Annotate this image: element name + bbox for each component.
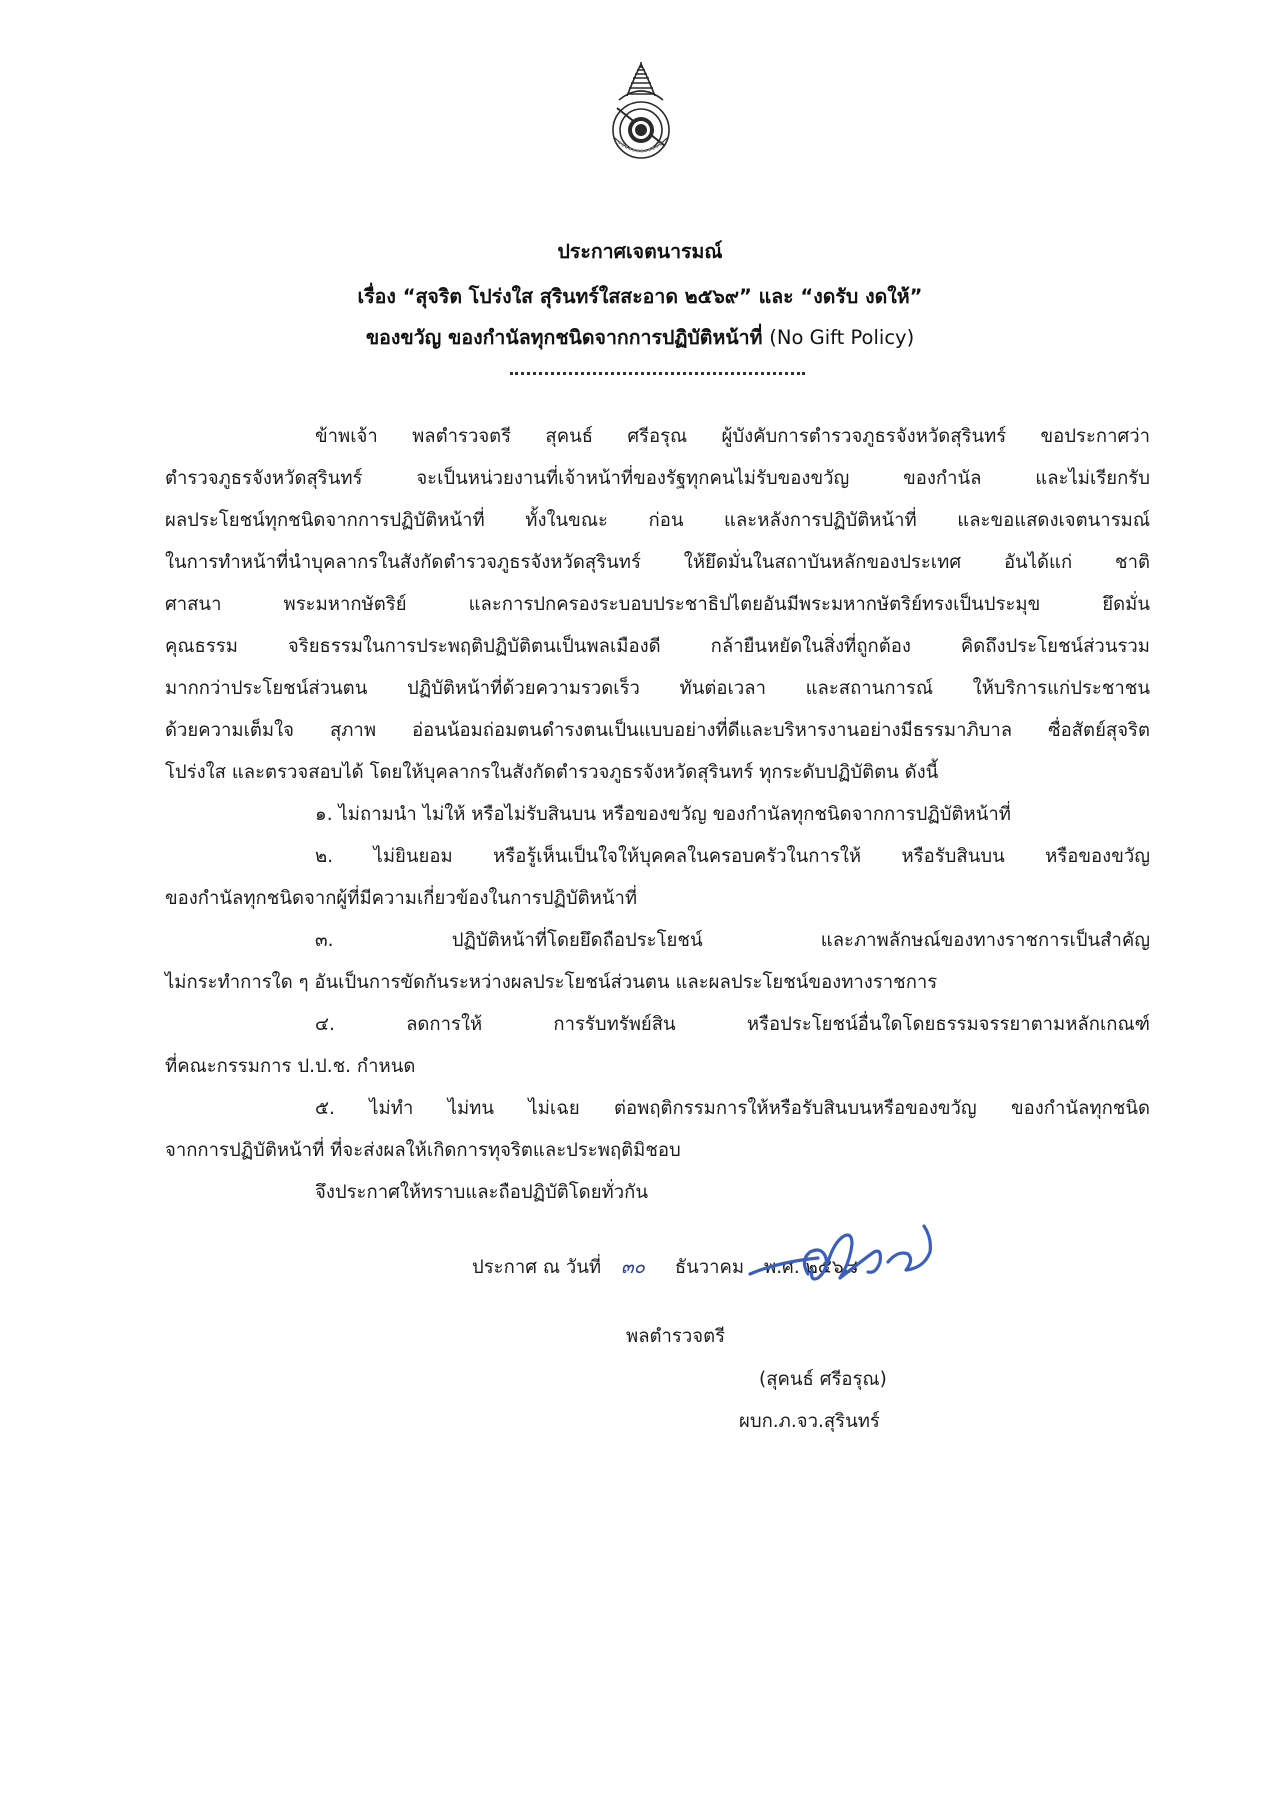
intro-line-1: ข้าพเจ้า พลตำรวจตรี สุคนธ์ ศรีอรุณ ผู้บังคับการตำรวจภูธรจังหวัดสุรินทร์ ขอประกาศว่า: [315, 426, 1150, 447]
announcement-subject-line2: [0, 322, 1280, 353]
list-item-3-line-1: ๓. ปฏิบัติหน้าที่โดยยึดถือประโยชน์ และภาพลักษณ์ของทางราชการเป็นสำคัญ: [315, 930, 1150, 951]
dotted-divider: [510, 372, 805, 375]
list-item-4-line-2: ที่คณะกรรมการ ป.ป.ช. กำหนด: [165, 1056, 416, 1077]
date-day: ๓๐: [621, 1257, 645, 1278]
intro-line-2: ตำรวจภูธรจังหวัดสุรินทร์ จะเป็นหน่วยงานที่เจ้าหน้าที่ของรัฐทุกคนไม่รับของขวัญ ของกำนัล และไม่เรียกรับ: [165, 468, 1150, 489]
police-emblem-icon: [607, 60, 675, 168]
intro-line-9: โปร่งใส และตรวจสอบได้ โดยให้บุคลากรในสังกัดตำรวจภูธรจังหวัดสุรินทร์ ทุกระดับปฏิบัติตน ดังนี้: [165, 762, 939, 783]
list-item-5-line-2: จากการปฏิบัติหน้าที่ ที่จะส่งผลให้เกิดการทุจริตและประพฤติมิชอบ: [165, 1140, 681, 1161]
date-month: ธันวาคม: [674, 1257, 745, 1278]
date-year: ๒๕๖๘: [805, 1257, 858, 1278]
intro-line-7: มากกว่าประโยชน์ส่วนตน ปฏิบัติหน้าที่ด้วยความรวดเร็ว ทันต่อเวลา และสถานการณ์ ให้บริการแก่ประชาชน: [165, 678, 1150, 699]
list-item-2-line-1: ๒. ไม่ยินยอม หรือรู้เห็นเป็นใจให้บุคคลในครอบครัวในการให้ หรือรับสินบน หรือของขวัญ: [315, 846, 1150, 867]
date-prefix: ประกาศ ณ วันที่: [472, 1257, 602, 1278]
list-item-5-line-1: ๕. ไม่ทำ ไม่ทน ไม่เฉย ต่อพฤติกรรมการให้หรือรับสินบนหรือของขวัญ ของกำนัลทุกชนิด: [315, 1098, 1150, 1119]
list-item-4-line-1: ๔. ลดการให้ การรับทรัพย์สิน หรือประโยชน์อื่นใดโดยธรรมจรรยาตามหลักเกณฑ์: [315, 1014, 1150, 1035]
list-item-2-line-2: ของกำนัลทุกชนิดจากผู้ที่มีความเกี่ยวข้องในการปฏิบัติหน้าที่: [165, 888, 638, 909]
intro-line-3: ผลประโยชน์ทุกชนิดจากการปฏิบัติหน้าที่ ทั้งในขณะ ก่อน และหลังการปฏิบัติหน้าที่ และขอแสดงเจตนารมณ์: [165, 510, 1150, 531]
intro-line-8: ด้วยความเต็มใจ สุภาพ อ่อนน้อมถ่อมตนดำรงตนเป็นแบบอย่างที่ดีและบริหารงานอย่างมีธรรมาภิบาล ซื่อสัตย์สุจริต: [165, 720, 1150, 741]
closing-statement: จึงประกาศให้ทราบและถือปฏิบัติโดยทั่วกัน: [315, 1182, 648, 1203]
subject-prefix: เรื่อง: [357, 285, 396, 308]
signature-rank: พลตำรวจตรี: [626, 1326, 726, 1347]
announcement-subject: [0, 281, 1280, 312]
subject-line2-suffix: (No Gift Policy): [769, 326, 915, 349]
date-era: พ.ศ.: [764, 1257, 800, 1278]
signature-position: ผบก.ภ.จว.สุรินทร์: [739, 1411, 880, 1432]
signature-name: (สุคนธ์ ศรีอรุณ): [759, 1369, 887, 1390]
list-item-1: ๑. ไม่ถามนำ ไม่ให้ หรือไม่รับสินบน หรือของขวัญ ของกำนัลทุกชนิดจากการปฏิบัติหน้าที่: [315, 804, 1011, 825]
intro-line-6: คุณธรรม จริยธรรมในการประพฤติปฏิบัติตนเป็นพลเมืองดี กล้ายืนหยัดในสิ่งที่ถูกต้อง คิดถึงประโยชน์ส่วนรวม: [165, 636, 1150, 657]
subject-text: “สุจริต โปร่งใส สุรินทร์ใสสะอาด ๒๕๖๙” และ “งดรับ งดให้”: [402, 285, 923, 308]
intro-line-4: ในการทำหน้าที่นำบุคลากรในสังกัดตำรวจภูธรจังหวัดสุรินทร์ ให้ยึดมั่นในสถาบันหลักของประเทศ อันได้แก่ ชาติ: [165, 552, 1150, 573]
intro-line-5: ศาสนา พระมหากษัตริย์ และการปกครองระบอบประชาธิปไตยอันมีพระมหากษัตริย์ทรงเป็นประมุข ยึดมั่น: [165, 594, 1150, 615]
subject-line2-text: ของขวัญ ของกำนัลทุกชนิดจากการปฏิบัติหน้าที่: [365, 326, 763, 349]
announcement-title: ประกาศเจตนารมณ์: [557, 240, 723, 263]
handwritten-signature-icon: [748, 1222, 938, 1302]
list-item-3-line-2: ไม่กระทำการใด ๆ อันเป็นการขัดกันระหว่างผลประโยชน์ส่วนตน และผลประโยชน์ของทางราชการ: [165, 972, 938, 993]
